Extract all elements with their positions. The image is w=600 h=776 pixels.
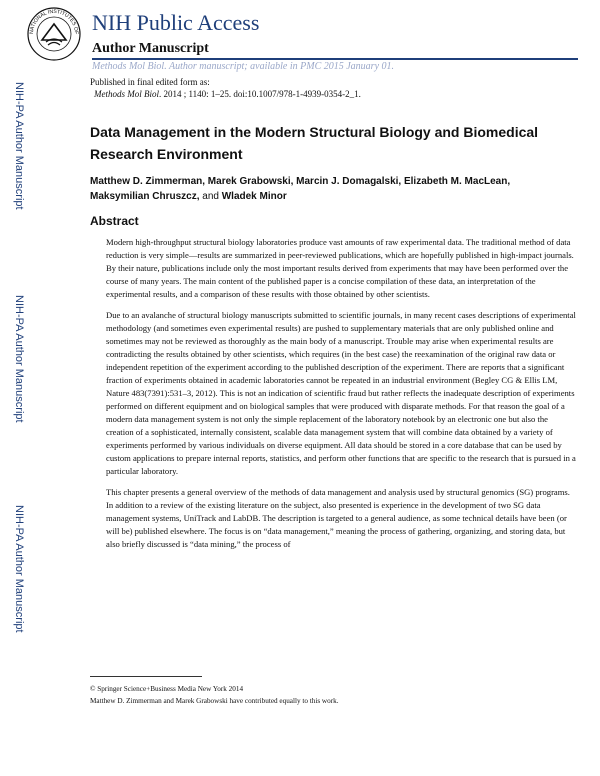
abstract-body [106,236,576,559]
author-names: Matthew D. Zimmerman, Marek Grabowski, Marcin J. Domagalski, Elizabeth M. MacLean, Maksymilian Chruszcz, [90,176,511,202]
article-title: Data Management in the Modern Structural Biology and Biomedical Research Environment [90,124,539,162]
header-rule [92,58,578,60]
published-label: Published in final edited form as: [90,77,210,87]
author-manuscript-label: Author Manuscript [92,41,209,56]
copyright-notice: © Springer Science+Business Media New York 2014 [90,685,244,693]
sidebar-watermark-3: NIH-PA Author Manuscript [13,505,25,633]
citation-details[interactable]: . 2014 ; 1140: 1–25. doi:10.1007/978-1-4939-0354-2_1. [159,89,361,99]
abstract-paragraph-3: This chapter presents a general overview of the methods of data management and analysis used by structural genomics (SG) programs. In addition to a review of the existing literature on the subject, also presented is experience in the development of two SG data management systems, UniTrack and LabDB. The description is targeted to a general audience, as some technical details have been (or will be) published elsewhere. The focus is on “data management,” meaning the process of gathering, organizing, and storing data, but also briefly discussed is “data mining,” the process of [106,487,570,549]
footnote-rule [90,676,202,677]
availability-note: Methods Mol Biol. Author manuscript; available in PMC 2015 January 01. [92,61,395,72]
abstract-paragraph-2: Due to an avalanche of structural biology manuscripts submitted to scientific journals, in many recent cases descriptions of experimental methodology (and sometimes even experimental results) are pushed to supplementary materials that are only published online and sometimes may not be reviewed as thoroughly as the main body of a manuscript. Trouble may arise when experimental results are contradicting the results obtained by other scientists, which requires (in the best case) the reexamination of the original raw data or independent repetition of the experiment according to the published description of the experiment. There are reports that a significant fraction of experiments obtained in academic laboratories cannot be repeated in an industrial environment (Begley CG & Ellis LM, Nature 483(7391):531–3, 2012). This is not an indication of scientific fraud but rather reflects the inadequate description of experiments performed on different equipment and on biological samples that were produced with disparate methods. For that reason the goal of a modern data management system is not only the simple replacement of the laboratory notebook by an electronic one but also the creation of a sophisticated, internally consistent, scalable data management system that will combine data obtained by a variety of experiments performed by various individuals on diverse equipment. All data should be stored in a core database that can be used by custom applications to prepare internal reports, statistics, and perform other functions that are specific to the research that is pursued in a particular laboratory. [106,310,576,476]
journal-name[interactable]: Methods Mol Biol [94,89,159,99]
nih-public-access-title: NIH Public Access [92,10,260,35]
abstract-heading: Abstract [90,214,139,228]
author-list: Matthew D. Zimmerman, Marek Grabowski, Marcin J. Domagalski, Elizabeth M. MacLean, Maksymilian Chruszcz, and Wladek Minor [90,176,511,202]
svg-text:NATIONAL INSTITUTES OF HEALTH: NATIONAL INSTITUTES OF [28,8,80,35]
footnotes [90,683,339,707]
contribution-note: Matthew D. Zimmerman and Marek Grabowski have contributed equally to this work. [90,697,339,705]
sidebar-watermark-2: NIH-PA Author Manuscript [13,295,25,423]
nih-seal-logo [26,6,82,62]
published-citation [90,76,361,100]
sidebar-watermark-1: NIH-PA Author Manuscript [13,82,25,210]
abstract-paragraph-1: Modern high-throughput structural biology laboratories produce vast amounts of raw experimental data. The traditional method of data reduction is very simple—results are summarized in peer-reviewed publications, which are hopefully published in high-impact journals. By their nature, publications include only the most important results derived from experiments that may have been performed over the course of many years. The main content of the published paper is a concise compilation of these data, an interpretation of the experimental results, and a comparison of these results with those obtained by other scientists. [106,237,574,299]
author-last: Wladek Minor [221,191,287,202]
